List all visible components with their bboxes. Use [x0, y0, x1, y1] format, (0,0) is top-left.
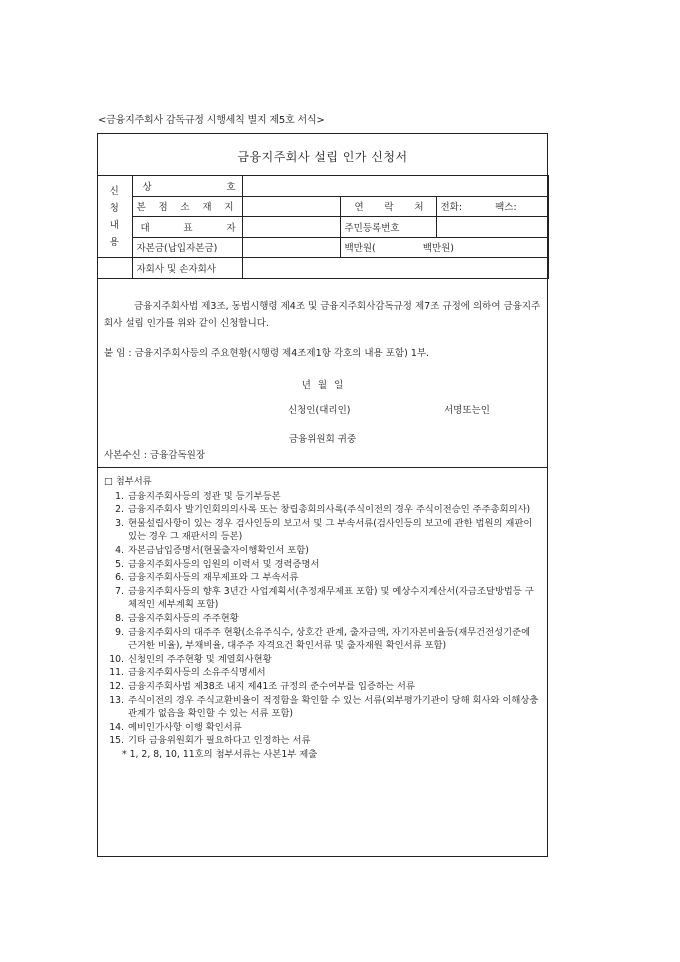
phone-fax-field[interactable] [436, 196, 548, 217]
list-item: 14. 예비인가사항 이행 확인서류 [109, 721, 242, 733]
million-won-second: 백만원) [422, 243, 455, 255]
resident-number-field[interactable] [436, 217, 548, 238]
form-number-note: <금융지주회사 감독규정 시행세칙 별지 제5호 서식> [98, 115, 325, 126]
application-content-label: 신 청 내 용 [97, 176, 132, 258]
application-form [97, 133, 548, 857]
capital-label: 자본금(납입자본금) [132, 237, 242, 258]
trade-name-row [97, 176, 548, 197]
capital-row [97, 237, 548, 258]
applicant-info-table [97, 175, 549, 279]
subsidiary-label: 자회사 및 손자회사 [132, 258, 242, 279]
fax-label: 팩스: [495, 202, 517, 214]
representative-field[interactable] [242, 217, 340, 238]
section-divider [98, 467, 547, 468]
list-item: 9. 금융지주회사의 대주주 현황(소유주식수, 상호간 관계, 출자금액, 자기자본비율등(재무건전성기준에 근거한 비율), 부채비율, 대주주 자격요건 확인서류 및 출자재원 확인서류 포함) [115, 626, 531, 652]
attached-documents-heading: □ 첨부서류 [104, 476, 152, 487]
form-title: 금융지주회사 설립 인가 신청서 [237, 150, 408, 164]
list-item: 10. 신청인의 주주현황 및 계열회사현황 [109, 653, 272, 665]
list-item: 1. 금융지주회사등의 정관 및 등기부등본 [115, 490, 281, 502]
list-item: 8. 금융지주회사등의 주주현황 [115, 612, 239, 624]
head-office-row [97, 196, 548, 217]
list-item: 3. 현물설립사항이 있는 경우 검사인등의 보고서 및 그 부속서류(검사인등의 보고에 관한 법원의 재판이 있는 경우 그 재판서의 등본) [115, 517, 533, 543]
list-item: 13. 주식이전의 경우 주식교환비율이 적정함을 확인할 수 있는 서류(외부평가기관이 당해 회사와 이해상충관계가 없음을 확인할 수 있는 서류 포함) [109, 694, 539, 720]
documents-footnote: * 1, 2, 8, 10, 11호의 첨부서류는 사본1부 제출 [122, 748, 318, 760]
list-item: 4. 자본금납입증명서(현물출자이행확인서 포함) [115, 544, 309, 556]
list-item: 6. 금융지주회사등의 재무제표와 그 부속서류 [115, 572, 299, 584]
list-item: 2. 금융지주회사 발기인회의의사록 또는 창립총회의사록(주식이전의 경우 주식이전승인 주주총회의사) [115, 504, 531, 516]
copy-recipient: 사본수신 : 금융감독원장 [104, 450, 206, 461]
list-item: 11. 금융지주회사등의 소유주식명세서 [109, 667, 266, 679]
trade-name-field[interactable] [242, 176, 548, 197]
head-office-label: 본 점 소 재 지 [132, 196, 242, 217]
list-item: 15. 기타 금융위원회가 필요하다고 인정하는 서류 [109, 735, 311, 747]
list-item: 5. 금융지주회사등의 임원의 이력서 및 경력증명서 [115, 558, 320, 570]
million-won-first: 백만원( [344, 243, 376, 255]
subsidiary-row [97, 258, 548, 279]
subsidiary-field[interactable] [242, 258, 548, 279]
trade-name-label: 상 호 [132, 176, 242, 197]
representative-label: 대 표 자 [132, 217, 242, 238]
capital-field-left[interactable] [242, 237, 340, 258]
attachment-note: 붙 임 : 금융지주회사등의 주요현황(시행령 제4조제1항 각호의 내용 포함) 1부. [104, 348, 430, 359]
attached-documents-section [104, 475, 539, 761]
phone-label: 전화: [440, 202, 463, 214]
head-office-field[interactable] [242, 196, 340, 217]
petition-statement: 금융지주회사법 제3조, 동법시행령 제4조 및 금융지주회사감독규정 제7조 규정에 의하여 금융지주회사 설립 인가를 위와 같이 신청합니다. [104, 301, 541, 329]
attached-documents-list [104, 490, 539, 748]
representative-row [97, 217, 548, 238]
contact-label: 연 락 처 [340, 196, 436, 217]
capital-field[interactable] [340, 237, 548, 258]
resident-number-label: 주민등록번호 [340, 217, 436, 238]
side-spacer [97, 258, 132, 279]
list-item: 12. 금융지주회사법 제38조 내지 제41조 규정의 준수여부를 입증하는 서류 [109, 680, 415, 692]
addressee: 금융위원회 귀중 [288, 434, 357, 445]
signature-or-seal-label[interactable]: 서명또는인 [444, 405, 490, 416]
applicant-signature-label[interactable]: 신청인(대리인) [288, 405, 351, 416]
list-item: 7. 금융지주회사등의 향후 3년간 사업계획서(추정재무제표 포함) 및 예상수지계산서(자금조달방법등 구체적인 세부계획 포함) [115, 585, 534, 611]
date-line[interactable]: 년 월 일 [301, 380, 344, 391]
